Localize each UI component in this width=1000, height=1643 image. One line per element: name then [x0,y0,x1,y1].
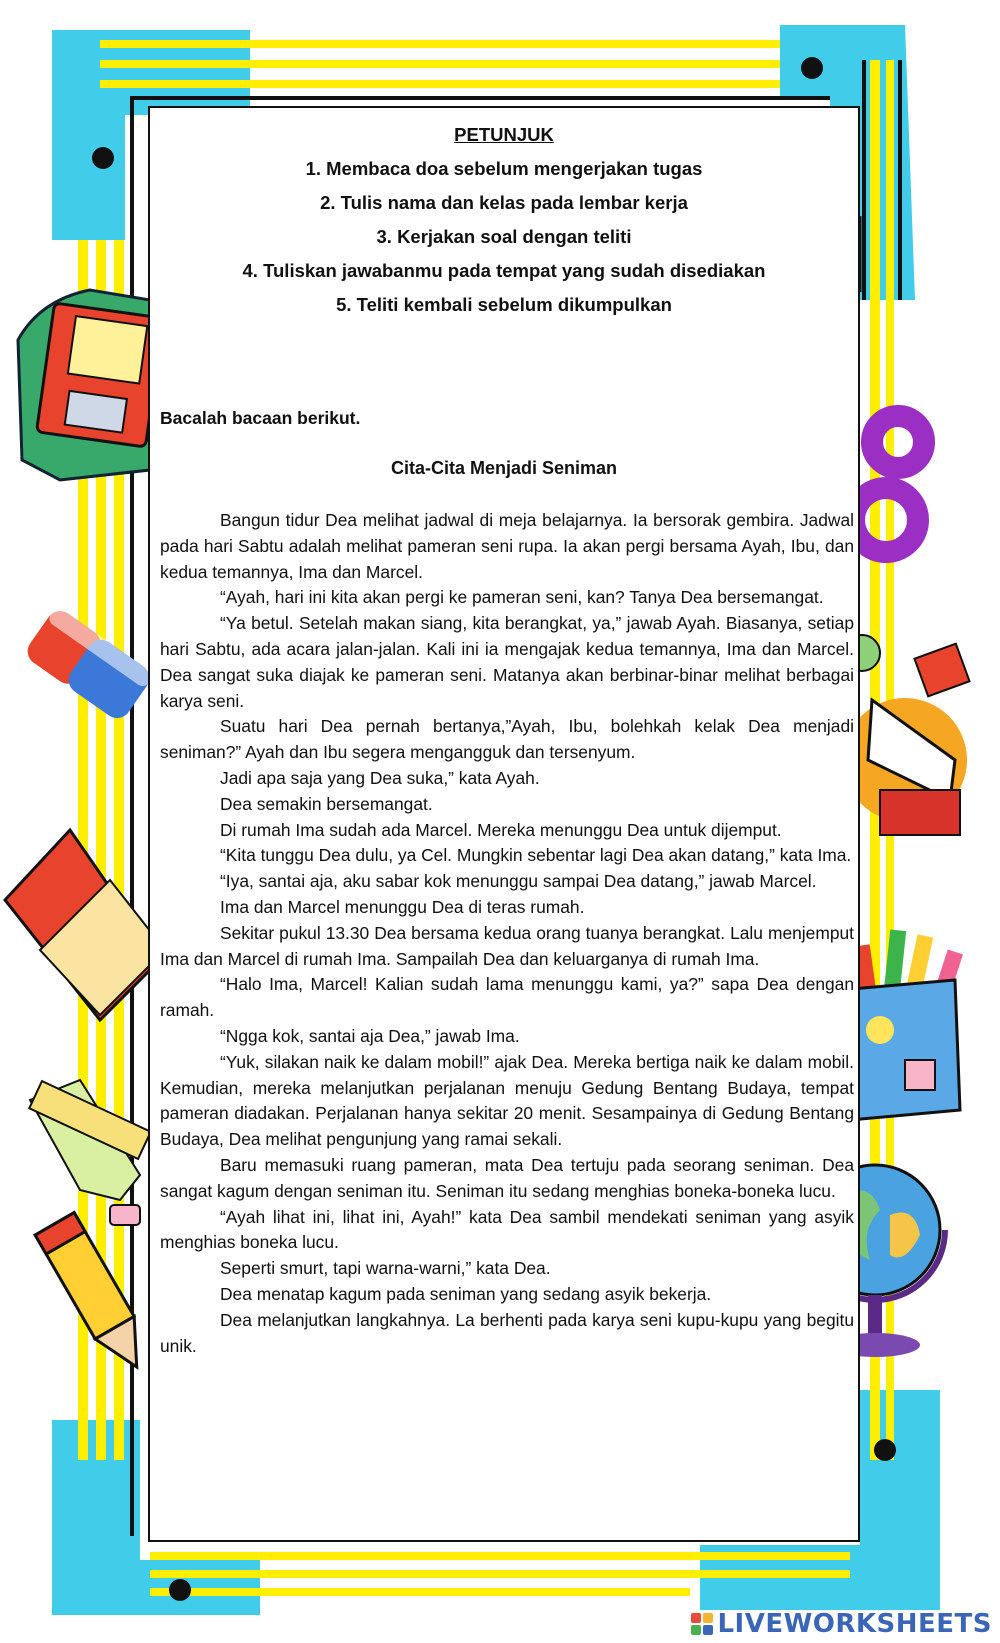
instructions-title: PETUNJUK [454,124,554,145]
liveworksheets-watermark[interactable] [691,1607,992,1641]
instruction-item: 2. Tulis nama dan kelas pada lembar kerja [320,192,688,213]
instructions [150,118,858,322]
story-title: Cita-Cita Menjadi Seniman [390,458,618,478]
story-paragraph: “Yuk, silakan naik ke dalam mobil!” ajak Dea. Mereka bertiga naik ke dalam mobil. Kemudian, mereka melanjutkan perjalanan menuju Gedung Bentang Budaya, tempat pameran diadakan. Perjalanan hanya sekitar 20 menit. Sesampainya di Gedung Bentang Budaya, Dea melihat pengunjung yang ramai sekali. [160,1051,854,1150]
story-paragraph: “Ya betul. Setelah makan siang, kita berangkat, ya,” jawab Ayah. Biasanya, setiap hari Sabtu, ada acara jalan-jalan. Kali ini ia mengajak kedua temannya, Ima dan Marcel. Dea sangat suka diajak ke pameran seni. Matanya akan berbinar-binar melihat berbagai karya seni. [160,613,854,711]
story-paragraph: Di rumah Ima sudah ada Marcel. Mereka menunggu Dea untuk dijemput. [220,819,782,840]
story-paragraph: Baru memasuki ruang pameran, mata Dea tertuju pada seorang seniman. Dea sangat kagum dengan seniman itu. Seniman itu sedang menghias boneka-boneka lucu. [160,1154,854,1201]
binder-icon [5,830,165,1020]
black-line [862,60,866,300]
black-dot [169,1579,191,1601]
black-line [898,60,902,300]
instruction-item: 4. Tuliskan jawabanmu pada tempat yang sudah disediakan [242,260,766,281]
yellow-stripe [100,80,780,88]
eraser-icon [22,606,155,724]
story-paragraph: Dea semakin bersemangat. [220,793,433,814]
yellow-stripe [100,40,780,48]
story-paragraph: Jadi apa saja yang Dea suka,” kata Ayah. [220,767,540,788]
instruction-item: 5. Teliti kembali sebelum dikumpulkan [336,294,672,315]
story-paragraph: Dea melanjutkan langkahnya. La berhenti pada karya seni kupu-kupu yang begitu unik. [160,1309,854,1356]
worksheet-paper [148,106,860,1542]
liveworksheets-logo-icon [691,1613,713,1635]
books-lamp-icon [843,635,970,835]
pencil-icon [35,1213,156,1378]
story-paragraph: Dea menatap kagum pada seniman yang sedang asyik bekerja. [220,1283,712,1304]
black-line [130,96,830,100]
yellow-stripe [150,1588,690,1596]
story-paragraph: “Iya, santai aja, aku sabar kok menunggu sampai Dea datang,” jawab Marcel. [220,871,817,892]
story-paragraph: “Halo Ima, Marcel! Kalian sudah lama menunggu kami, ya?” sapa Dea dengan ramah. [160,974,854,1021]
floppy-disk-icon [18,290,165,480]
story-paragraph: “Ngga kok, santai aja Dea,” jawab Ima. [220,1025,520,1046]
black-dot [801,57,823,79]
instruction-item: 1. Membaca doa sebelum mengerjakan tugas [305,158,703,179]
yellow-stripe [150,1570,850,1578]
watermark-text: LIVEWORKSHEETS [717,1609,992,1639]
story-paragraph: Seperti smurt, tapi warna-warni,” kata Dea. [220,1258,551,1279]
story-paragraph: Ima dan Marcel menunggu Dea di teras rumah. [220,896,585,917]
instruction-item: 3. Kerjakan soal dengan teliti [376,226,632,247]
story-body [160,508,854,1359]
story-paragraph: “Kita tunggu Dea dulu, ya Cel. Mungkin sebentar lagi Dea akan datang,” kata Ima. [220,845,852,866]
black-dot [92,147,114,169]
story-paragraph: Sekitar pukul 13.30 Dea bersama kedua orang tuanya berangkat. Lalu menjemput Ima dan Marcel di rumah Ima. Sampailah Dea dan keluarganya di rumah Ima. [160,922,854,969]
story-paragraph: “Ayah, hari ini kita akan pergi ke pameran seni, kan? Tanya Dea bersemangat. [220,587,824,608]
story-paragraph: “Ayah lihat ini, lihat ini, Ayah!” kata Dea sambil mendekati seniman yang asyik menghias boneka lucu. [160,1206,854,1253]
black-dot [874,1439,896,1461]
story-paragraph: Bangun tidur Dea melihat jadwal di meja belajarnya. Ia bersorak gembira. Jadwal pada hari Sabtu adalah melihat pameran seni rupa. Ia akan pergi bersama Ayah, Ibu, dan kedua temannya, Ima dan Marcel. [160,510,854,582]
story-paragraph: Suatu hari Dea pernah bertanya,”Ayah, Ibu, bolehkah kelak Dea menjadi seniman?” Ayah dan Ibu segera mengangguk dan tersenyum. [160,716,854,763]
yellow-stripe [150,1552,850,1560]
reading-lead: Bacalah bacaan berikut. [160,408,361,428]
yellow-stripe [100,60,780,68]
